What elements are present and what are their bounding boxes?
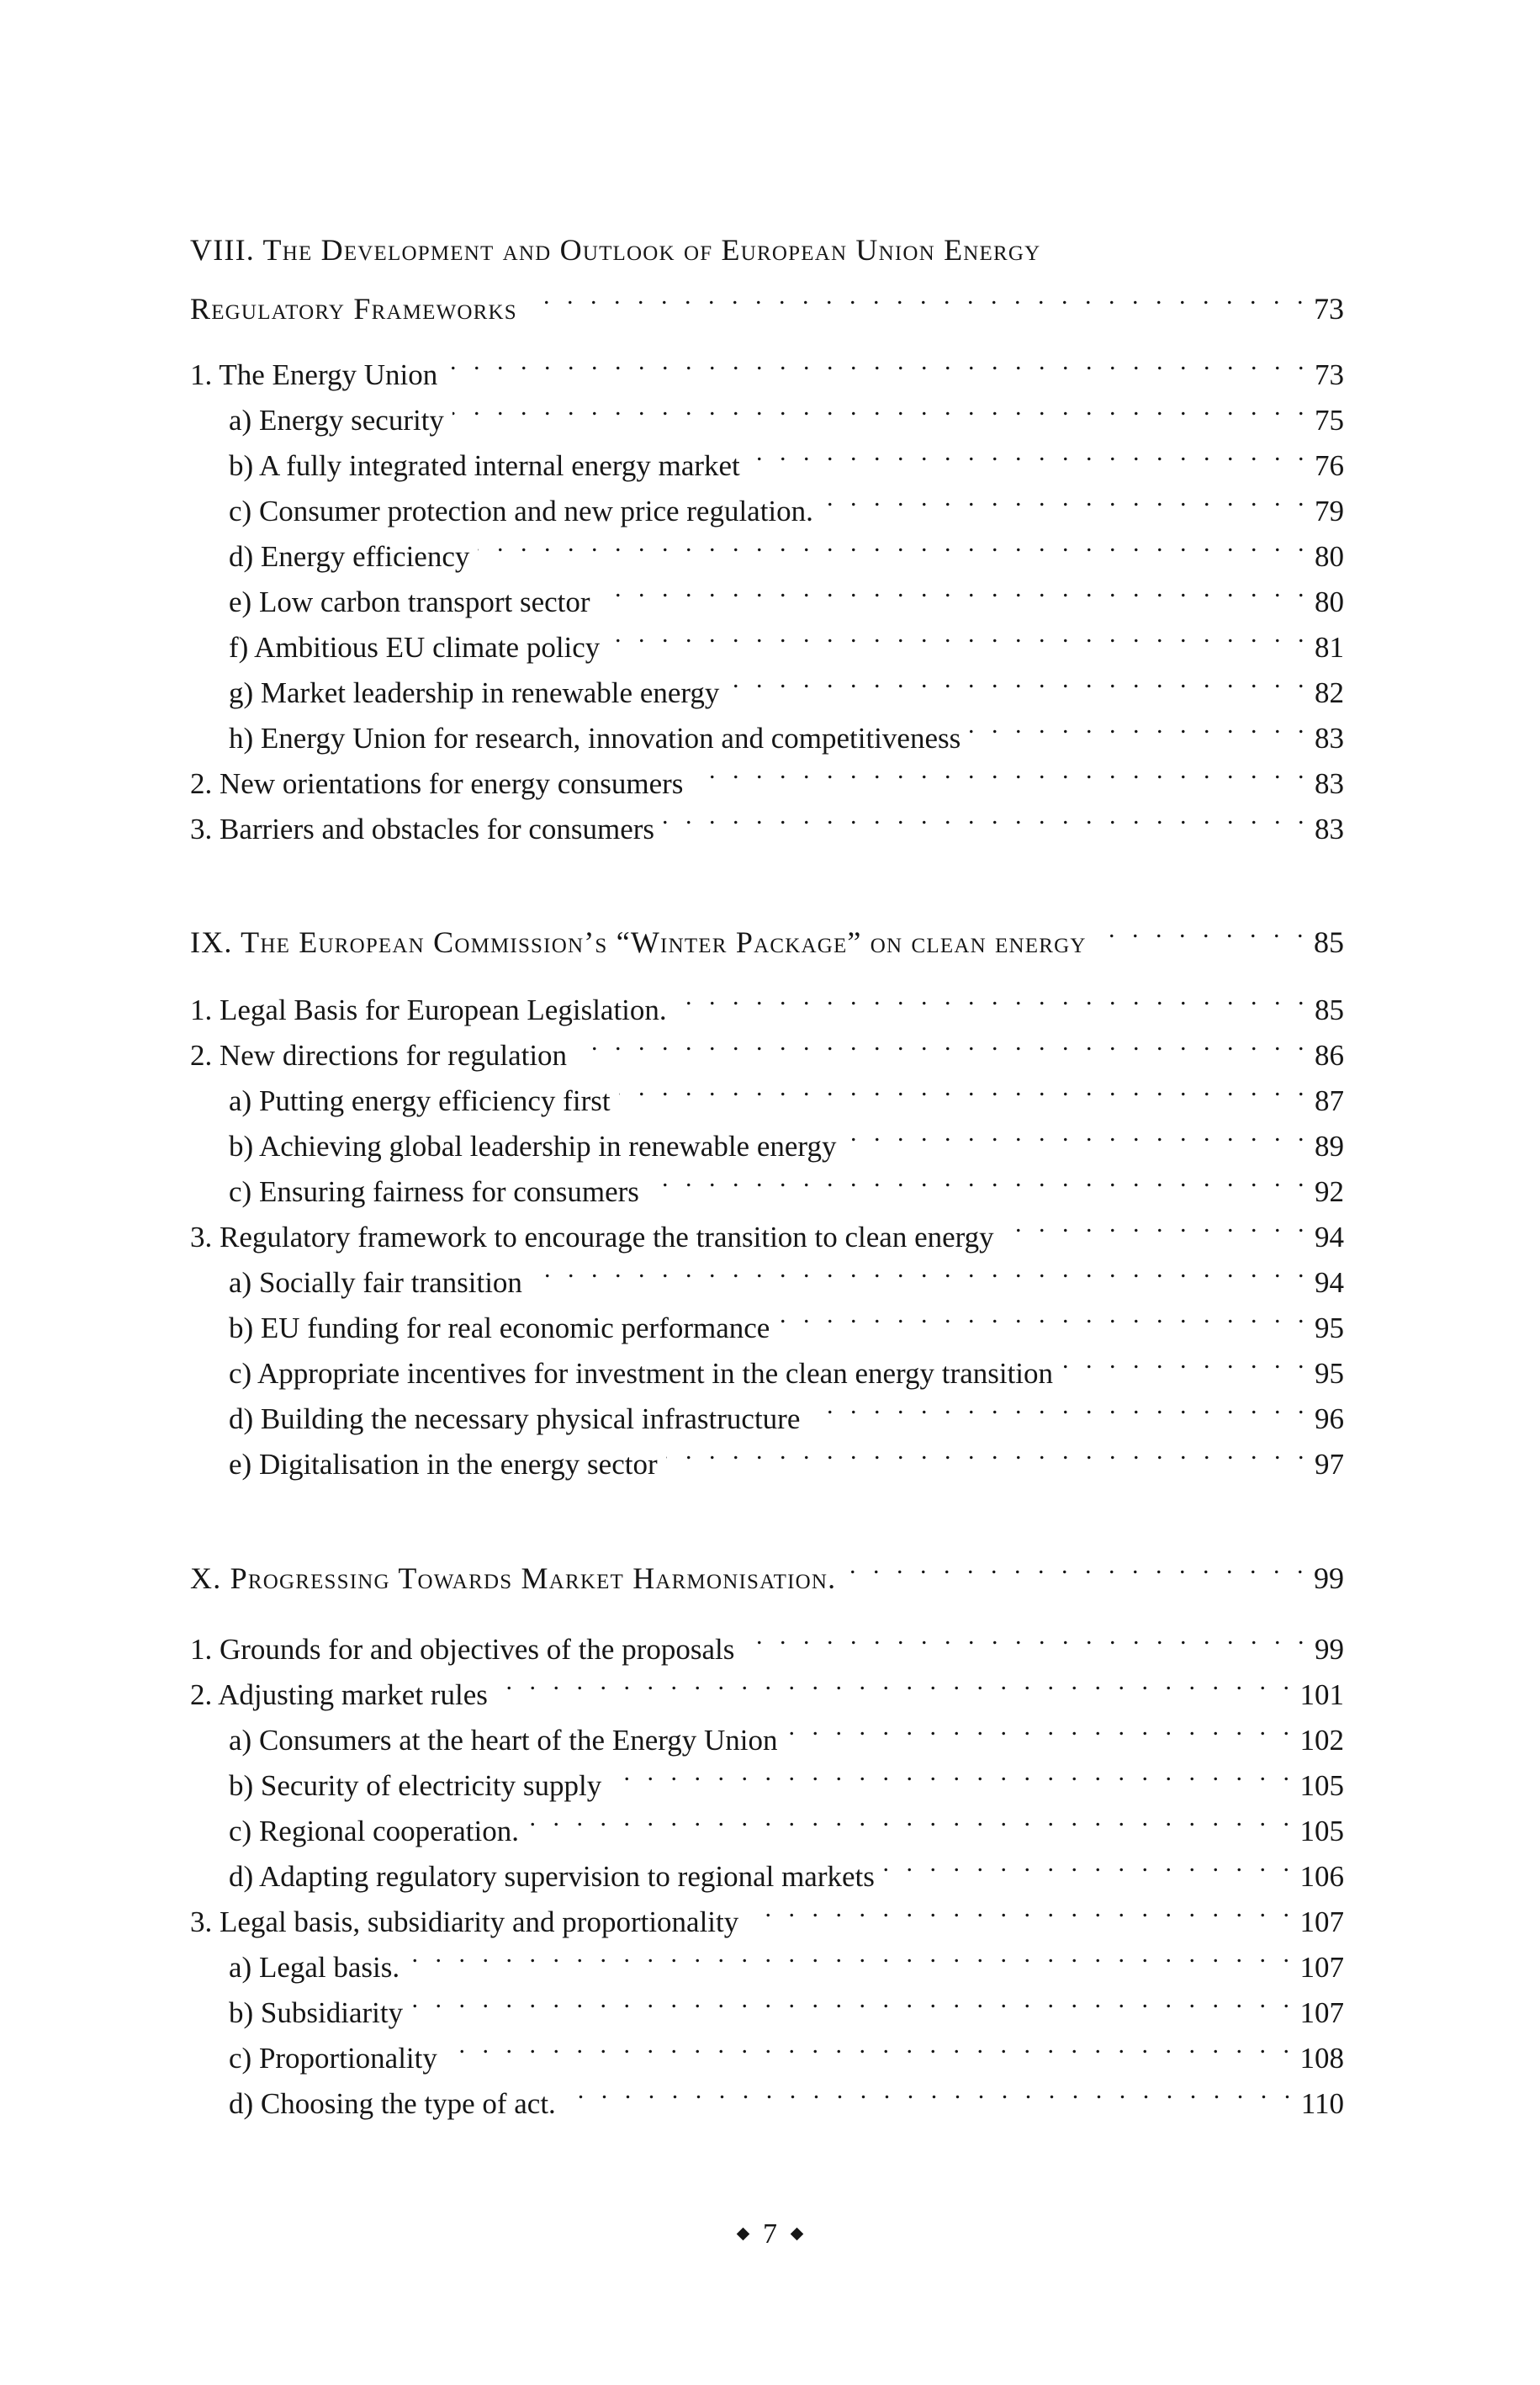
page-number: 80 [1315, 586, 1344, 618]
dot-leader [496, 1659, 1295, 1704]
page-number: 105 [1299, 1815, 1344, 1847]
page-number: 81 [1315, 631, 1344, 664]
page-number: 94 [1315, 1266, 1344, 1299]
dot-leader [526, 273, 1309, 319]
page-number: 85 [1314, 925, 1344, 959]
toc-subentry[interactable] [229, 1383, 1344, 1435]
entry-label: 2. Adjusting market rules [190, 1672, 496, 1718]
page-number: 110 [1300, 2087, 1344, 2120]
toc-subentry[interactable] [229, 1977, 1344, 2029]
dot-leader [408, 1932, 1294, 1977]
page-number: 83 [1315, 813, 1344, 845]
dot-leader [808, 1383, 1310, 1428]
page-number: 106 [1299, 1860, 1344, 1893]
page-number: 80 [1315, 540, 1344, 573]
dot-leader [969, 702, 1310, 748]
entry-label: c) Proportionality [229, 2036, 446, 2081]
entry-label: f) Ambitious EU climate policy [229, 625, 608, 670]
toc-subentry[interactable] [229, 657, 1344, 709]
entry-label: 2. New orientations for energy consumers [190, 761, 691, 807]
toc-subentry[interactable] [229, 1338, 1344, 1390]
entry-label: c) Appropriate incentives for investment in the clean energy transition [229, 1351, 1061, 1397]
dot-leader [749, 430, 1310, 475]
toc-subentry[interactable] [229, 1704, 1344, 1757]
diamond-bullet-icon [737, 2227, 750, 2240]
entry-label: g) Market leadership in renewable energy [229, 670, 728, 716]
entry-label: h) Energy Union for research, innovation and competitiveness [229, 716, 969, 761]
dot-leader [531, 1247, 1310, 1292]
toc-subentry[interactable] [229, 2068, 1344, 2120]
toc-subentry[interactable] [229, 702, 1344, 755]
toc-subentry[interactable] [229, 612, 1344, 664]
dot-leader [691, 748, 1310, 793]
entry-label: b) A fully integrated internal energy market [229, 443, 749, 489]
toc-entry[interactable] [190, 1020, 1344, 1072]
section-heading-x[interactable] [190, 1543, 1344, 1595]
dot-leader [786, 1704, 1295, 1750]
entry-label: a) Energy security [229, 398, 452, 443]
toc-subentry[interactable] [229, 1156, 1344, 1208]
toc-subentry[interactable] [229, 521, 1344, 573]
dot-leader [675, 974, 1310, 1020]
entry-label: a) Putting energy efficiency first [229, 1079, 619, 1124]
entry-label: a) Legal basis. [229, 1945, 408, 1990]
entry-label: b) Security of electricity supply [229, 1763, 610, 1809]
dot-leader [648, 1156, 1310, 1201]
dot-leader [663, 793, 1310, 839]
dot-leader [610, 1750, 1294, 1795]
page-number: 107 [1299, 1905, 1344, 1938]
toc-subentry[interactable] [229, 1795, 1344, 1847]
toc-subentry[interactable] [229, 566, 1344, 618]
toc-subentry[interactable] [229, 1292, 1344, 1344]
toc-entry[interactable] [190, 1614, 1344, 1666]
page-number: 82 [1315, 676, 1344, 709]
toc-subentry[interactable] [229, 1110, 1344, 1163]
page-number: 97 [1315, 1448, 1344, 1481]
entry-label: 3. Regulatory framework to encourage the transition to clean energy [190, 1215, 1003, 1260]
page-number: 73 [1315, 358, 1344, 391]
entry-label: 2. New directions for regulation [190, 1033, 575, 1079]
dot-leader [478, 521, 1310, 566]
page-number: 107 [1299, 1951, 1344, 1984]
entry-label: d) Building the necessary physical infrastructure [229, 1397, 808, 1442]
section-heading-viii[interactable] [190, 273, 1344, 326]
toc-entry[interactable] [190, 974, 1344, 1026]
dot-leader [452, 384, 1310, 430]
dot-leader [728, 657, 1310, 702]
dot-leader [1003, 1201, 1310, 1247]
section-heading-label: Regulatory Frameworks [190, 286, 526, 331]
toc-subentry[interactable] [229, 475, 1344, 527]
toc-entry[interactable] [190, 748, 1344, 800]
entry-label: e) Digitalisation in the energy sector [229, 1442, 666, 1487]
page-number: 94 [1315, 1221, 1344, 1253]
entry-label: 1. The Energy Union [190, 352, 446, 398]
page-number: 99 [1315, 1633, 1344, 1666]
toc-entry[interactable] [190, 339, 1344, 391]
dot-leader [844, 1110, 1310, 1156]
entry-label: d) Energy efficiency [229, 534, 478, 580]
entry-label: d) Choosing the type of act. [229, 2081, 564, 2127]
section-heading-ix[interactable] [190, 907, 1344, 959]
dot-leader [446, 2022, 1295, 2068]
page-number: 102 [1299, 1724, 1344, 1757]
dot-leader [747, 1886, 1294, 1932]
page-number: 76 [1315, 449, 1344, 482]
dot-leader [599, 566, 1310, 612]
toc-entry[interactable] [190, 1659, 1344, 1711]
page-number: 105 [1299, 1769, 1344, 1802]
toc-subentry[interactable] [229, 1750, 1344, 1802]
page-number: 99 [1314, 1561, 1344, 1595]
dot-leader [844, 1543, 1309, 1588]
entry-label: 1. Legal Basis for European Legislation. [190, 988, 675, 1033]
dot-leader [778, 1292, 1310, 1338]
entry-label: b) Subsidiarity [229, 1990, 411, 2036]
toc-subentry[interactable] [229, 1247, 1344, 1299]
entry-label: c) Ensuring fairness for consumers [229, 1169, 648, 1215]
section-heading-label: X. Progressing Towards Market Harmonisation. [190, 1556, 844, 1601]
dot-leader [411, 1977, 1294, 2022]
page-number: 96 [1315, 1402, 1344, 1435]
toc-subentry[interactable] [229, 1932, 1344, 1984]
diamond-bullet-icon [791, 2227, 804, 2240]
dot-leader [446, 339, 1310, 384]
entry-label: 3. Barriers and obstacles for consumers [190, 807, 663, 852]
entry-label: c) Regional cooperation. [229, 1809, 527, 1854]
entry-label: d) Adapting regulatory supervision to regional markets [229, 1854, 883, 1900]
dot-leader [608, 612, 1310, 657]
dot-leader [564, 2068, 1296, 2113]
section-heading-viii-line1: VIII. The Development and Outlook of European Union Energy [190, 233, 1041, 267]
page-number: 95 [1315, 1312, 1344, 1344]
page-number: 89 [1315, 1130, 1344, 1163]
page-number: 79 [1315, 495, 1344, 527]
page-number: 85 [1315, 994, 1344, 1026]
toc-subentry[interactable] [229, 1841, 1344, 1893]
toc-subentry[interactable] [229, 384, 1344, 437]
dot-leader [575, 1020, 1310, 1065]
page-number: 107 [1299, 1996, 1344, 2029]
page-number: 83 [1315, 767, 1344, 800]
toc-subentry[interactable] [229, 430, 1344, 482]
toc-subentry[interactable] [229, 1428, 1344, 1481]
dot-leader [1095, 907, 1309, 952]
page-number: 108 [1299, 2042, 1344, 2075]
entry-label: a) Socially fair transition [229, 1260, 531, 1306]
page-footer [0, 2214, 1540, 2255]
page-number: 73 [1314, 292, 1344, 326]
toc-entry[interactable] [190, 793, 1344, 845]
entry-label: c) Consumer protection and new price regulation. [229, 489, 822, 534]
page-number: 92 [1315, 1175, 1344, 1208]
dot-leader [822, 475, 1310, 521]
dot-leader [527, 1795, 1294, 1841]
toc-subentry[interactable] [229, 2022, 1344, 2075]
toc-entry[interactable] [190, 1201, 1344, 1253]
page-number: 83 [1315, 722, 1344, 755]
entry-label: a) Consumers at the heart of the Energy Union [229, 1718, 786, 1763]
dot-leader [883, 1841, 1295, 1886]
page-number: 101 [1299, 1678, 1344, 1711]
entry-label: b) EU funding for real economic performance [229, 1306, 778, 1351]
section-heading-label: IX. The European Commission’s “Winter Package” on clean energy [190, 920, 1095, 965]
folio-page-number: 7 [763, 2218, 777, 2250]
dot-leader [666, 1428, 1310, 1474]
dot-leader [1061, 1338, 1310, 1383]
dot-leader [743, 1614, 1310, 1659]
toc-subentry[interactable] [229, 1065, 1344, 1117]
toc-entry[interactable] [190, 1886, 1344, 1938]
dot-leader [619, 1065, 1310, 1110]
page-number: 75 [1315, 404, 1344, 437]
page-number: 95 [1315, 1357, 1344, 1390]
page-number: 87 [1315, 1084, 1344, 1117]
entry-label: 3. Legal basis, subsidiarity and proportionality [190, 1900, 747, 1945]
entry-label: b) Achieving global leadership in renewable energy [229, 1124, 844, 1169]
page-number: 86 [1315, 1039, 1344, 1072]
entry-label: e) Low carbon transport sector [229, 580, 599, 625]
entry-label: 1. Grounds for and objectives of the proposals [190, 1627, 743, 1672]
